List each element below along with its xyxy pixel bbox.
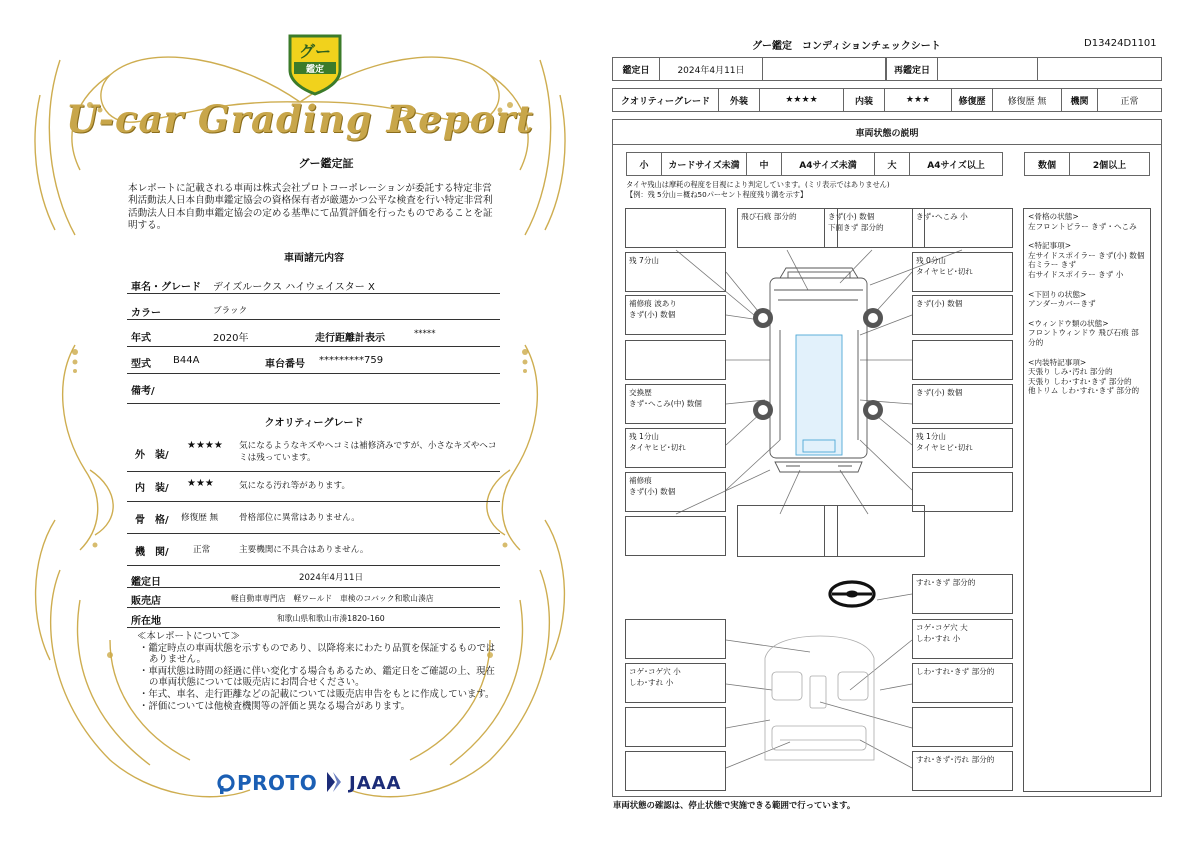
note-box-interior-5: すれ･きず･汚れ 部分的 — [912, 751, 1013, 791]
quality-row-interior — [127, 472, 500, 502]
note-box-left-1: 残 7分山 — [625, 252, 726, 292]
notes-group-head: <骨格の状態> — [1028, 212, 1079, 221]
date-blank-cell — [762, 57, 886, 81]
spec-row-year — [127, 320, 500, 347]
reappraisal-blank-cell — [1037, 57, 1162, 81]
spec-chassis-value: *********759 — [319, 355, 384, 366]
special-notes-panel — [1023, 208, 1151, 792]
note-box-interior-left-1 — [625, 619, 726, 659]
notes-group-interior — [1028, 358, 1146, 396]
note-box-interior-1: すれ･きず 部分的 — [912, 574, 1013, 614]
notes-group-windows — [1028, 319, 1146, 348]
note-item: ・評価については他検査機関等の評価と異なる場合があります。 — [139, 700, 410, 712]
notes-title: ≪本レポートについて≫ — [137, 631, 240, 642]
repair-value-cell: 修復歴 無 — [992, 88, 1062, 112]
quality-interior-comment: 気になる汚れ等があります。 — [239, 481, 351, 491]
spec-name-label: 車名・グレード — [131, 282, 201, 293]
note-box-top-1 — [625, 208, 726, 248]
report-notes — [137, 631, 497, 712]
engine-label-cell: 機関 — [1061, 88, 1098, 112]
legend-mid-desc: A4サイズ未満 — [781, 152, 875, 176]
engine-value-cell: 正常 — [1097, 88, 1162, 112]
sheet-id: D13424D1101 — [1084, 38, 1157, 49]
spec-chassis-label: 車台番号 — [265, 359, 305, 370]
proto-logo-icon — [217, 774, 235, 794]
note-box-interior-4 — [912, 707, 1013, 747]
info-dealer-label: 販売店 — [131, 596, 161, 607]
quality-frame-value: 修復歴 無 — [181, 513, 219, 523]
note-box-bottom-1 — [625, 516, 726, 556]
car-interior-view — [765, 636, 874, 760]
reappraisal-label-cell: 再鑑定日 — [886, 57, 938, 81]
info-date-value: 2024年4月11日 — [299, 573, 364, 583]
quality-row-frame — [127, 502, 500, 534]
note-item: ・車両状態は時間の経過に伴い変化する場合もあるため、鑑定日をご確認の上、現在の車両状態については販売店にお問合せください。 — [139, 665, 495, 689]
notes-group-head: <特記事項> — [1028, 241, 1072, 251]
spec-mileage-label: 走行距離計表示 — [315, 333, 385, 344]
spec-color-value: ブラック — [213, 306, 248, 316]
note-box-interior-left-3 — [625, 707, 726, 747]
legend-mid: 中 — [746, 152, 782, 176]
note-box-top-4: きず･へこみ 小 — [912, 208, 1013, 248]
note-box-top-2: 飛び石痕 部分的 — [737, 208, 838, 248]
date-label-cell: 鑑定日 — [612, 57, 660, 81]
quality-exterior-comment: 気になるようなキズやヘコミは補修済みですが、小さなキズやヘコミは残っています。 — [239, 441, 497, 463]
svg-text:鑑定: 鑑定 — [305, 65, 325, 75]
certificate-heading: グー鑑定証 — [298, 157, 354, 170]
sheet-title: グー鑑定 コンディションチェックシート — [752, 41, 941, 52]
notes-line: アンダーカバーきず — [1028, 299, 1096, 309]
car-top-view — [770, 268, 867, 472]
reappraisal-value-cell — [937, 57, 1038, 81]
proto-brand: PROTO — [237, 771, 318, 795]
jaaa-brand: JAAA — [349, 773, 402, 794]
legend-small-desc: カードサイズ未満 — [661, 152, 747, 176]
notes-line: 右ミラー きず — [1028, 260, 1076, 270]
note-box-left-4: 交換歴 きず･へこみ(中) 数個 — [625, 384, 726, 424]
legend-large-desc: A4サイズ以上 — [909, 152, 1003, 176]
note-box-right-5: 残 1分山 タイヤヒビ･切れ — [912, 428, 1013, 468]
notes-line: フロントウィンドウ 飛び石痕 部分的 — [1028, 328, 1139, 347]
quality-engine-comment: 主要機関に不具合はありません。 — [239, 545, 369, 555]
note-box-left-5: 残 1分山 タイヤヒビ･切れ — [625, 428, 726, 468]
notes-group-frame — [1028, 212, 1146, 231]
spec-row-color — [127, 294, 500, 320]
quality-engine-label: 機 関/ — [135, 547, 169, 558]
spec-mileage-value: ***** — [414, 329, 436, 339]
spec-color-label: カラー — [131, 308, 161, 319]
repair-label-cell: 修復歴 — [951, 88, 993, 112]
spec-row-remarks — [127, 374, 500, 404]
notes-group-head: <下回りの状態> — [1028, 289, 1087, 299]
info-row-date — [127, 566, 500, 588]
note-box-interior-2: コゲ･コゲ穴 大 しわ･すれ 小 — [912, 619, 1013, 659]
legend-count: 数個 — [1024, 152, 1070, 176]
legend-large: 大 — [874, 152, 910, 176]
quality-row-engine — [127, 534, 500, 566]
note-box-right-6 — [912, 472, 1013, 512]
quality-frame-label: 骨 格/ — [135, 515, 169, 526]
spec-model-value: B44A — [173, 355, 200, 366]
tire-note-2: 【例：残 5分山＝概ね50パーセント程度残り溝を示す】 — [626, 190, 808, 199]
spec-section-title: 車両諸元内容 — [284, 253, 344, 264]
report-title: U-car Grading Report — [66, 97, 534, 141]
steering-wheel-icon — [830, 582, 874, 606]
notes-line: 左サイドスポイラー きず(小) 数個 — [1028, 250, 1145, 260]
info-date-label: 鑑定日 — [131, 577, 161, 588]
legend-count-desc: 2個以上 — [1069, 152, 1150, 176]
condition-title: 車両状態の説明 — [612, 119, 1162, 145]
notes-group-underbody — [1028, 290, 1146, 309]
notes-line: 天張り しわ･すれ･きず 部分的 — [1028, 376, 1132, 386]
quality-exterior-label: 外 装/ — [135, 450, 169, 461]
note-box-bottom-2 — [737, 505, 838, 557]
note-item: ・鑑定時点の車両状態を示すものであり、以降将来にわたり品質を保証するものではありません。 — [139, 642, 496, 666]
certificate-body: 本レポートに記載される車両は株式会社プロトコーポレーションが委託する特定非営利活動法人日本自動車鑑定協会の資格保有者が厳選かつ公平な検査を行い特定非営利活動法人日本自動車鑑定協会の定める基準にて品質評価を行ったものであることを証明する。 — [128, 183, 493, 232]
note-item: ・年式、車名、走行距離などの記載については販売店申告をもとに作成しています。 — [139, 688, 495, 700]
note-box-interior-3: しわ･すれ･きず 部分的 — [912, 663, 1013, 703]
notes-group-head: <内装特記事項> — [1028, 357, 1087, 367]
quality-engine-value: 正常 — [193, 545, 211, 555]
interior-stars-cell: ★★★ — [884, 88, 952, 112]
legend-small: 小 — [626, 152, 662, 176]
date-value-cell: 2024年4月11日 — [659, 57, 763, 81]
info-address-label: 所在地 — [131, 616, 161, 627]
note-box-top-3: きず(小) 数個 下面きず 部分的 — [824, 208, 925, 248]
info-row-dealer — [127, 588, 500, 608]
quality-interior-stars: ★★★ — [187, 478, 214, 489]
note-box-interior-left-4 — [625, 751, 726, 791]
tire-note-1: タイヤ残山は摩耗の程度を目視により判定しています。(ミリ表示ではありません) — [626, 180, 890, 189]
note-box-bottom-3 — [824, 505, 925, 557]
spec-model-label: 型式 — [131, 359, 151, 370]
interior-label-cell: 内装 — [843, 88, 885, 112]
spec-remarks-label: 備考/ — [131, 386, 155, 397]
spec-row-model — [127, 347, 500, 374]
notes-group-head: <ウィンドウ類の状態> — [1028, 318, 1109, 328]
notes-group-special — [1028, 241, 1146, 279]
quality-interior-label: 内 装/ — [135, 483, 169, 494]
spec-year-label: 年式 — [131, 333, 151, 344]
goo-appraisal-logo — [286, 32, 344, 96]
quality-exterior-stars: ★★★★ — [187, 440, 223, 451]
svg-text:グー: グー — [298, 42, 332, 61]
exterior-label-cell: 外装 — [718, 88, 760, 112]
spec-name-value: デイズルークス ハイウェイスター X — [213, 282, 375, 293]
note-box-right-2: きず(小) 数個 — [912, 295, 1013, 335]
spec-year-value: 2020年 — [213, 333, 249, 344]
note-box-right-3 — [912, 340, 1013, 380]
quality-frame-comment: 骨格部位に異常はありません。 — [239, 513, 360, 523]
notes-line: 左フロントピラー きず・へこみ — [1028, 221, 1137, 231]
note-box-interior-left-2: コゲ･コゲ穴 小 しわ･すれ 小 — [625, 663, 726, 703]
note-box-right-1: 残 0分山 タイヤヒビ･切れ — [912, 252, 1013, 292]
notes-line: 右サイドスポイラー きず 小 — [1028, 269, 1124, 279]
note-box-left-3 — [625, 340, 726, 380]
notes-line: 天張り しみ･汚れ 部分的 — [1028, 367, 1113, 377]
quality-section-title: クオリティーグレード — [264, 418, 364, 429]
quality-row-exterior — [127, 432, 500, 472]
note-box-left-2: 補修痕 波あり きず(小) 数個 — [625, 295, 726, 335]
sheet-footer: 車両状態の確認は、停止状態で実施できる範囲で行っています。 — [613, 800, 856, 810]
note-box-left-6: 補修痕 きず(小) 数個 — [625, 472, 726, 512]
info-address-value: 和歌山県和歌山市湊1820-160 — [277, 614, 385, 623]
info-dealer-value: 軽自動車専門店 軽ワールド 車検のコバック和歌山湊店 — [231, 594, 434, 603]
exterior-stars-cell: ★★★★ — [759, 88, 844, 112]
note-box-right-4: きず(小) 数個 — [912, 384, 1013, 424]
grade-label-cell: クオリティーグレード — [612, 88, 719, 112]
jaaa-logo-icon — [325, 770, 345, 794]
spec-row-name — [127, 266, 500, 294]
info-row-address — [127, 608, 500, 628]
notes-line: 他トリム しわ･すれ･きず 部分的 — [1028, 386, 1140, 396]
